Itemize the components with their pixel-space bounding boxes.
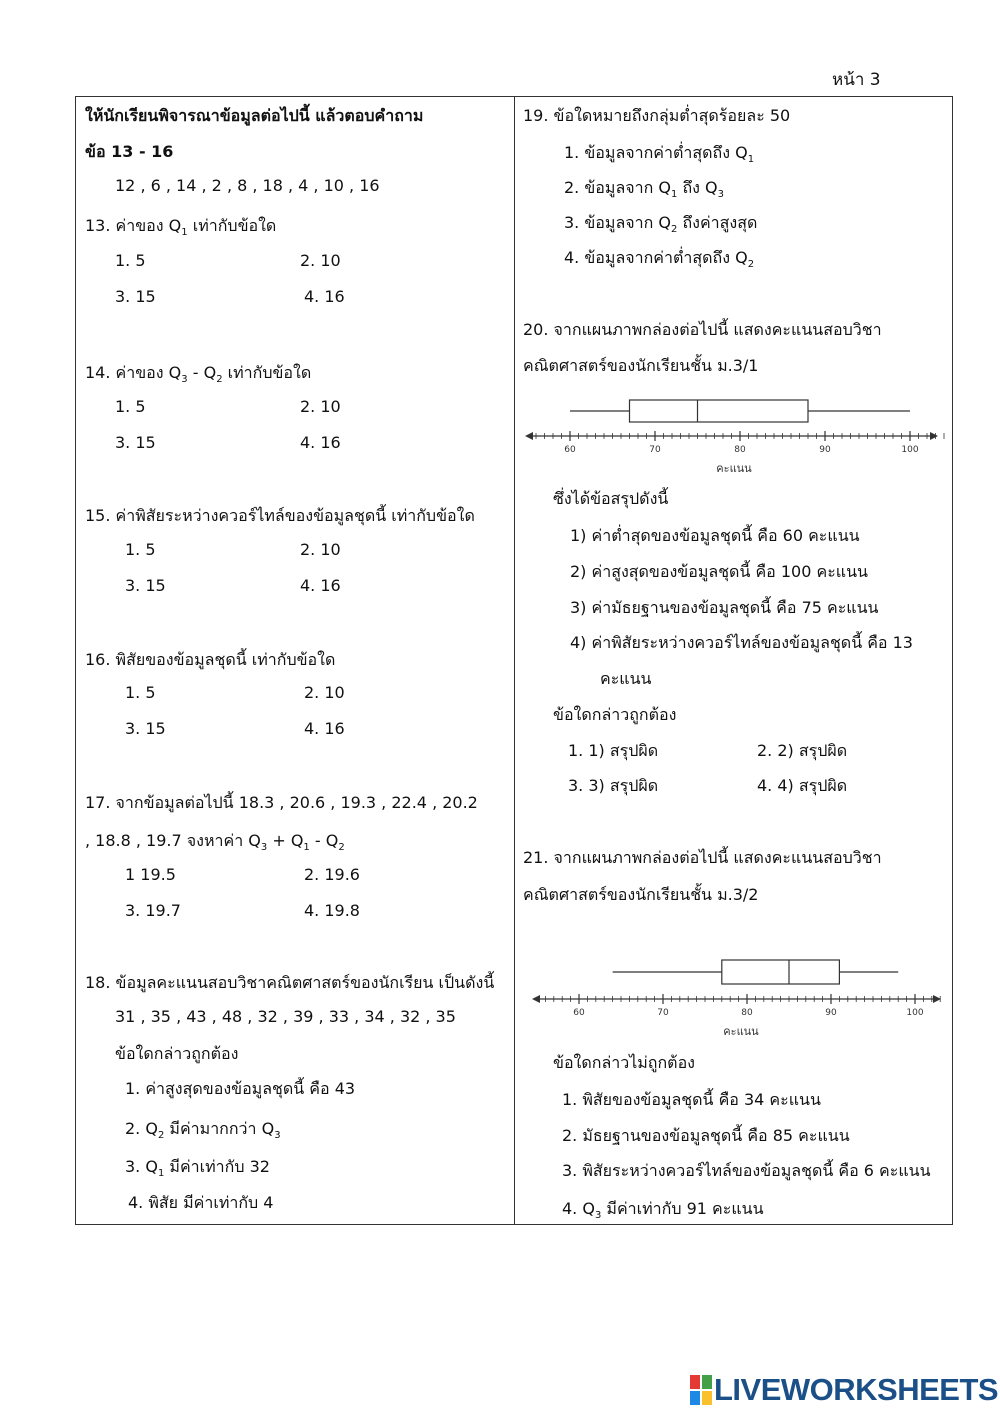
q14-choice-1[interactable]: 1. 5	[115, 397, 146, 416]
q19-choice-2[interactable]	[564, 176, 724, 201]
q19-c3-a: 3. ข้อมูลจาก Q	[564, 213, 671, 232]
q19-c4-a: 4. ข้อมูลจากค่าต่ำสุดถึง Q	[564, 248, 748, 267]
q20-statement-2: 2) ค่าสูงสุดของข้อมูลชุดนี้ คือ 100 คะแนน	[570, 562, 868, 581]
q21-ask: ข้อใดกล่าวไม่ถูกต้อง	[553, 1053, 695, 1072]
q19-c4-sub: 2	[747, 259, 755, 271]
q15-choice-1[interactable]: 1. 5	[125, 540, 156, 559]
q17-choice-2[interactable]: 2. 19.6	[304, 865, 360, 884]
q20-choice-4[interactable]: 4. 4) สรุปผิด	[757, 776, 848, 795]
q14-choice-3[interactable]: 3. 15	[115, 433, 156, 452]
q17-choice-1[interactable]: 1 19.5	[125, 865, 176, 884]
q20-lead: ซึ่งได้ข้อสรุปดังนี้	[553, 489, 669, 508]
q14-text-b: - Q	[187, 363, 217, 382]
instruction-range: ข้อ 13 - 16	[85, 142, 174, 161]
axis-arrow-right-icon	[930, 432, 938, 440]
q18-choice-1[interactable]: 1. ค่าสูงสุดของข้อมูลชุดนี้ คือ 43	[125, 1079, 356, 1098]
q18-question: 18. ข้อมูลคะแนนสอบวิชาคณิตศาสตร์ของนักเรียน เป็นดังนี้	[85, 973, 495, 992]
axis-arrow-left-icon	[525, 432, 533, 440]
q13-choice-4[interactable]: 4. 16	[304, 287, 345, 306]
boxplot-q20	[520, 390, 945, 482]
box-iqr	[722, 960, 840, 984]
q18-c2-sub-1: 2	[157, 1130, 165, 1142]
logo-square-blue	[690, 1391, 700, 1405]
q14-question	[85, 361, 311, 386]
q20-question-line2: คณิตศาสตร์ของนักเรียนชั้น ม.3/1	[523, 356, 759, 375]
q20-statement-4-cont: คะแนน	[600, 669, 652, 688]
q16-choice-3[interactable]: 3. 15	[125, 719, 166, 738]
q21-c4-b: มีค่าเท่ากับ 91 คะแนน	[601, 1199, 764, 1218]
tick-label: 80	[734, 445, 746, 455]
q17-sub-2: 1	[303, 842, 310, 854]
q19-c1-a: 1. ข้อมูลจากค่าต่ำสุดถึง Q	[564, 143, 748, 162]
q21-choice-3[interactable]: 3. พิสัยระหว่างควอร์ไทล์ของข้อมูลชุดนี้ คือ 6 คะแนน	[562, 1161, 931, 1180]
q17-choice-4[interactable]: 4. 19.8	[304, 901, 360, 920]
q20-ask: ข้อใดกล่าวถูกต้อง	[553, 705, 677, 724]
q18-c2-a: 2. Q	[125, 1119, 158, 1138]
q21-c4-sub: 3	[594, 1210, 602, 1222]
q18-c3-a: 3. Q	[125, 1157, 158, 1176]
q17-sub-3: 2	[338, 842, 345, 854]
q17-text-c: - Q	[309, 831, 339, 850]
tick-label: 60	[573, 1008, 585, 1018]
logo-square-green	[702, 1375, 712, 1389]
q18-ask: ข้อใดกล่าวถูกต้อง	[115, 1044, 239, 1063]
q15-choice-2[interactable]: 2. 10	[300, 540, 341, 559]
q19-question: 19. ข้อใดหมายถึงกลุ่มต่ำสุดร้อยละ 50	[523, 106, 791, 125]
q19-c3-b: ถึงค่าสูงสุด	[677, 213, 758, 232]
logo-square-yellow	[702, 1391, 712, 1405]
boxplot-q21-svg	[527, 950, 947, 1040]
q18-c3-b: มีค่าเท่ากับ 32	[164, 1157, 270, 1176]
tick-label: 60	[564, 445, 576, 455]
page-number: หน้า 3	[832, 70, 881, 90]
q18-c2-b: มีค่ามากกว่า Q	[164, 1119, 275, 1138]
q14-text-a: 14. ค่าของ Q	[85, 363, 182, 382]
q13-choice-3[interactable]: 3. 15	[115, 287, 156, 306]
boxplot-q21	[527, 950, 947, 1044]
q13-sub: 1	[181, 227, 188, 239]
q20-statement-3: 3) ค่ามัธยฐานของข้อมูลชุดนี้ คือ 75 คะแนน	[570, 598, 879, 617]
q21-question-line2: คณิตศาสตร์ของนักเรียนชั้น ม.3/2	[523, 885, 759, 904]
q15-choice-4[interactable]: 4. 16	[300, 576, 341, 595]
q21-c4-a: 4. Q	[562, 1199, 595, 1218]
tick-label: 70	[649, 445, 661, 455]
tick-label: 100	[901, 445, 919, 455]
q18-c2-sub-2: 3	[274, 1130, 281, 1142]
q14-text-c: เท่ากับข้อใด	[222, 363, 312, 382]
box-iqr	[630, 400, 809, 422]
q14-choice-4[interactable]: 4. 16	[300, 433, 341, 452]
q19-c2-a: 2. ข้อมูลจาก Q	[564, 178, 671, 197]
axis-arrow-left-icon	[532, 995, 540, 1003]
q19-c2-b: ถึง Q	[677, 178, 718, 197]
q21-question-line1: 21. จากแผนภาพกล่องต่อไปนี้ แสดงคะแนนสอบวิชา	[523, 848, 882, 867]
q19-c1-sub: 1	[747, 154, 755, 166]
q20-choice-2[interactable]: 2. 2) สรุปผิด	[757, 741, 848, 760]
q17-sub-1: 3	[260, 842, 268, 854]
q20-statement-4: 4) ค่าพิสัยระหว่างควอร์ไทล์ของข้อมูลชุดนี้ คือ 13	[570, 633, 913, 652]
boxplot-q20-svg	[520, 390, 945, 478]
q18-choice-3[interactable]	[125, 1155, 270, 1180]
q13-text-b: เท่ากับข้อใด	[187, 216, 277, 235]
q17-text-a: , 18.8 , 19.7 จงหาค่า Q	[85, 831, 261, 850]
q18-data: 31 , 35 , 43 , 48 , 32 , 39 , 33 , 34 , 32 , 35	[115, 1007, 456, 1026]
q21-choice-2[interactable]: 2. มัธยฐานของข้อมูลชุดนี้ คือ 85 คะแนน	[562, 1126, 850, 1145]
tick-label: 90	[819, 445, 831, 455]
q13-choice-1[interactable]: 1. 5	[115, 251, 146, 270]
dataset: 12 , 6 , 14 , 2 , 8 , 18 , 4 , 10 , 16	[115, 176, 380, 195]
q18-choice-4[interactable]: 4. พิสัย มีค่าเท่ากับ 4	[128, 1193, 274, 1212]
axis-arrow-right-icon	[933, 995, 941, 1003]
tick-label: 80	[741, 1008, 753, 1018]
q17-text-b: + Q	[267, 831, 304, 850]
q18-c3-sub: 1	[157, 1168, 165, 1180]
q13-question	[85, 214, 276, 239]
q19-c3-sub: 2	[670, 224, 678, 236]
q20-statement-1: 1) ค่าต่ำสุดของข้อมูลชุดนี้ คือ 60 คะแนน	[570, 526, 860, 545]
x-axis-label: คะแนน	[716, 462, 752, 475]
q20-question-line1: 20. จากแผนภาพกล่องต่อไปนี้ แสดงคะแนนสอบวิชา	[523, 320, 882, 339]
q19-c2-sub-1: 1	[670, 189, 678, 201]
q13-text-a: 13. ค่าของ Q	[85, 216, 182, 235]
q20-choice-1[interactable]: 1. 1) สรุปผิด	[568, 741, 659, 760]
q16-choice-4[interactable]: 4. 16	[304, 719, 345, 738]
q15-choice-3[interactable]: 3. 15	[125, 576, 166, 595]
tick-label: 70	[657, 1008, 669, 1018]
liveworksheets-logo[interactable]	[690, 1372, 998, 1408]
q21-choice-1[interactable]: 1. พิสัยของข้อมูลชุดนี้ คือ 34 คะแนน	[562, 1090, 821, 1109]
q18-choice-2[interactable]	[125, 1117, 281, 1142]
q16-choice-1[interactable]: 1. 5	[125, 683, 156, 702]
logo-text: LIVEWORKSHEETS	[714, 1372, 999, 1407]
x-axis-label: คะแนน	[723, 1025, 759, 1038]
q17-question-line2	[85, 829, 345, 854]
q20-choice-3[interactable]: 3. 3) สรุปผิด	[568, 776, 659, 795]
tick-label: 90	[825, 1008, 837, 1018]
tick-label: 100	[906, 1008, 924, 1018]
column-divider	[514, 96, 515, 1225]
q14-choice-2[interactable]: 2. 10	[300, 397, 341, 416]
q13-choice-2[interactable]: 2. 10	[300, 251, 341, 270]
q16-question: 16. พิสัยของข้อมูลชุดนี้ เท่ากับข้อใด	[85, 650, 336, 669]
q19-choice-3[interactable]	[564, 211, 757, 236]
q15-question: 15. ค่าพิสัยระหว่างควอร์ไทล์ของข้อมูลชุดนี้ เท่ากับข้อใด	[85, 506, 475, 525]
q17-question-line1: 17. จากข้อมูลต่อไปนี้ 18.3 , 20.6 , 19.3 , 22.4 , 20.2	[85, 793, 478, 812]
q17-choice-3[interactable]: 3. 19.7	[125, 901, 181, 920]
q14-sub-1: 3	[181, 374, 188, 386]
q19-c2-sub-2: 3	[717, 189, 724, 201]
q19-choice-1[interactable]	[564, 141, 754, 166]
q16-choice-2[interactable]: 2. 10	[304, 683, 345, 702]
instruction-text: ให้นักเรียนพิจารณาข้อมูลต่อไปนี้ แล้วตอบคำถาม	[85, 106, 424, 125]
q21-choice-4[interactable]	[562, 1197, 764, 1222]
logo-square-red	[690, 1375, 700, 1389]
logo-mark-icon	[690, 1375, 712, 1405]
q14-sub-2: 2	[216, 374, 223, 386]
q19-choice-4[interactable]	[564, 246, 754, 271]
